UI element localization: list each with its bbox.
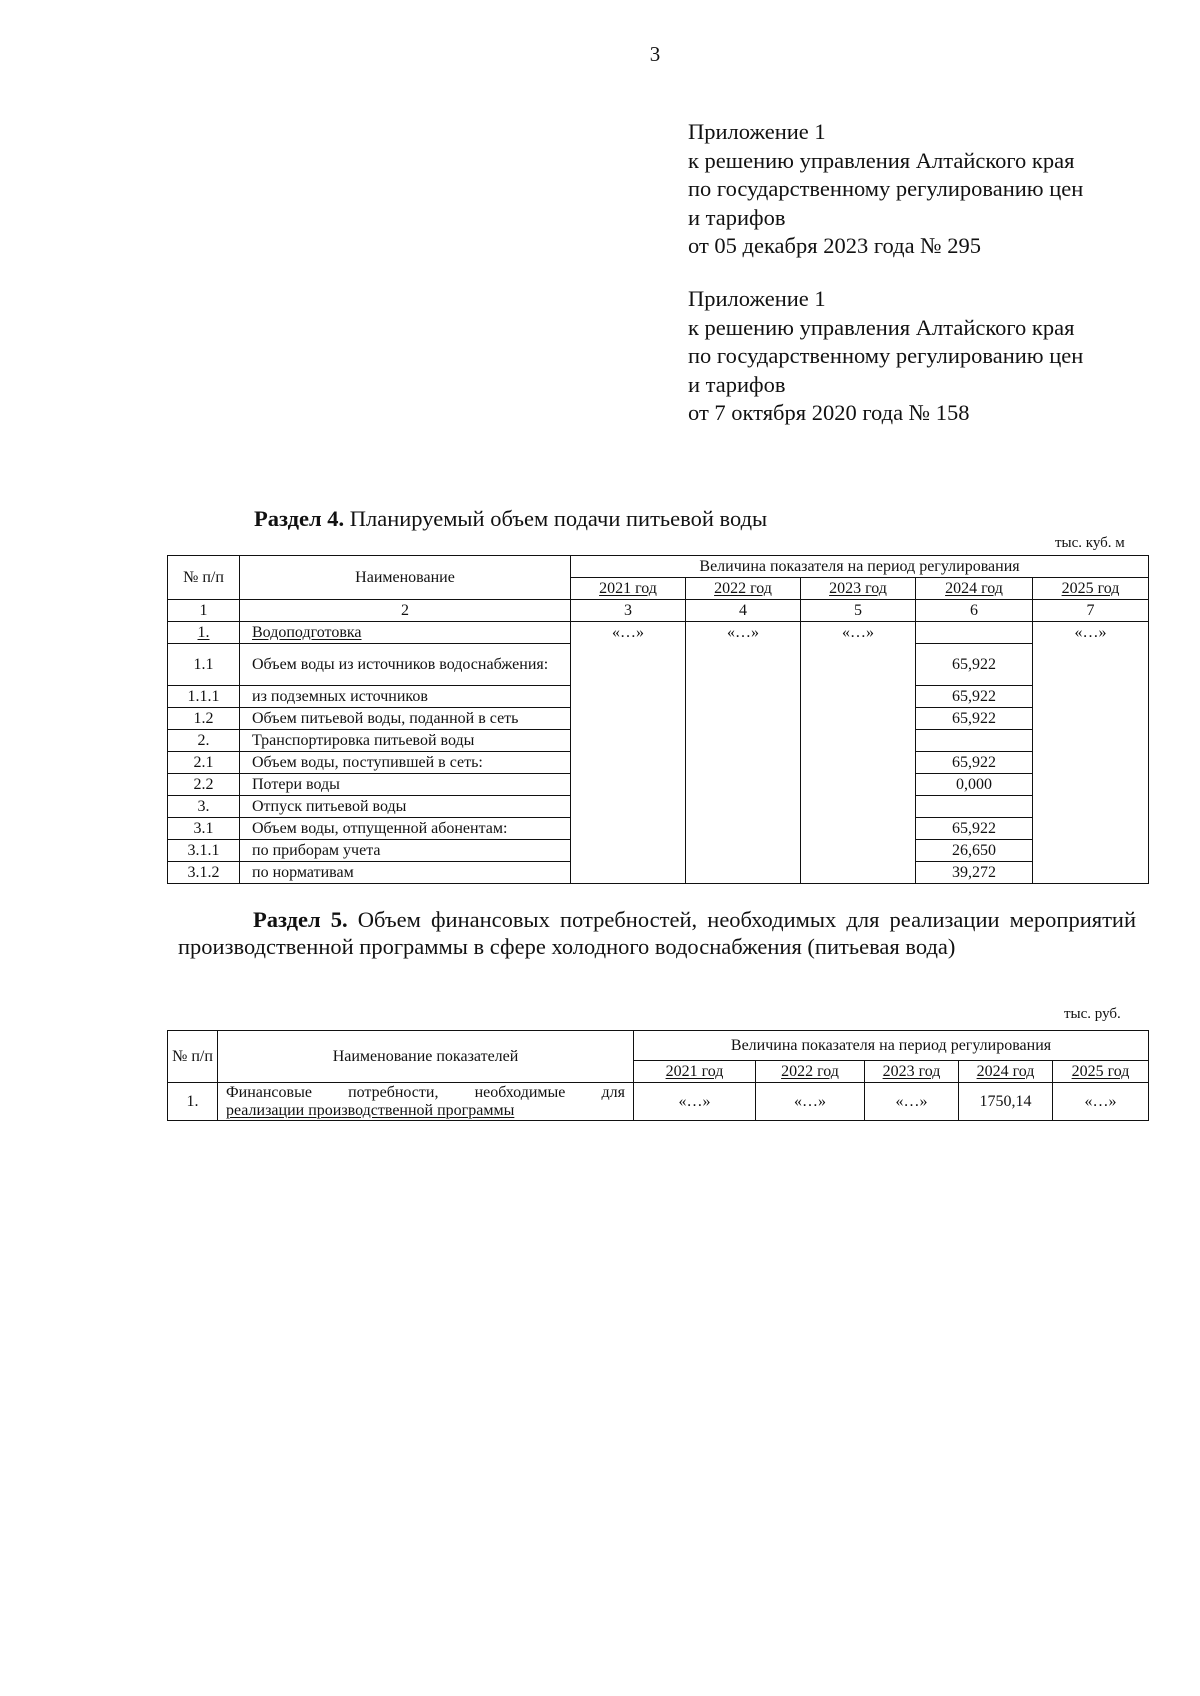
row-num: 2. [168, 730, 240, 752]
col-number: 2 [240, 600, 571, 622]
col-number: 1 [168, 600, 240, 622]
value-2024: 65,922 [916, 686, 1033, 708]
row-num: 2.1 [168, 752, 240, 774]
row-num: 3.1 [168, 818, 240, 840]
value-2024: 26,650 [916, 840, 1033, 862]
appendix-line: по государственному регулированию цен [688, 176, 1084, 201]
row-name-line1: Финансовые потребности, необходимые для [226, 1083, 625, 1101]
section5-title [178, 906, 1136, 960]
row-num: 1. [168, 1083, 218, 1121]
appendix-line: по государственному регулированию цен [688, 343, 1084, 368]
row-name: Водоподготовка [240, 622, 571, 644]
row-num: 1.1 [168, 644, 240, 686]
header-year-2024: 2024 год [916, 578, 1033, 600]
row-name: Объем питьевой воды, поданной в сеть [240, 708, 571, 730]
value-2024 [916, 796, 1033, 818]
section4-title-bold: Раздел 4. [254, 506, 345, 531]
section4-table [167, 555, 1149, 884]
value-2023: «…» [865, 1083, 959, 1121]
col-number: 7 [1033, 600, 1149, 622]
value-2022: «…» [756, 1083, 865, 1121]
header-name: Наименование показателей [218, 1031, 634, 1083]
header-year-2023: 2023 год [801, 578, 916, 600]
row-num: 1.1.1 [168, 686, 240, 708]
header-year-2021: 2021 год [571, 578, 686, 600]
col-number: 6 [916, 600, 1033, 622]
row-name: Объем воды из источников водоснабжения: [240, 644, 571, 686]
appendix-line: к решению управления Алтайского края [688, 147, 1075, 173]
header-name: Наименование [240, 556, 571, 600]
header-year-2025: 2025 год [1033, 578, 1149, 600]
row-name: Транспортировка питьевой воды [240, 730, 571, 752]
row-num: 1. [168, 622, 240, 644]
section5-table [167, 1030, 1149, 1121]
header-value: Величина показателя на период регулирования [634, 1031, 1149, 1061]
row-num: 3.1.1 [168, 840, 240, 862]
value-2022: «…» [686, 622, 801, 884]
value-2023: «…» [801, 622, 916, 884]
table-row [168, 1083, 1149, 1121]
row-name [218, 1083, 634, 1121]
header-num: № п/п [168, 556, 240, 600]
col-number: 3 [571, 600, 686, 622]
appendix-line: Приложение 1 [688, 119, 826, 144]
row-name: Объем воды, поступившей в сеть: [240, 752, 571, 774]
appendix-line: к решению управления Алтайского края [688, 314, 1075, 340]
header-year-2021: 2021 год [634, 1061, 756, 1083]
section5-title-text: Объем финансовых потребностей, необходимых для реализации мероприятий производственной программы в сфере холодного водоснабжения (питьевая вода) [178, 907, 1136, 959]
value-2024: 65,922 [916, 752, 1033, 774]
col-number: 4 [686, 600, 801, 622]
row-num: 1.2 [168, 708, 240, 730]
section4-units: тыс. куб. м [1055, 535, 1125, 551]
header-num: № п/п [168, 1031, 218, 1083]
section5-units: тыс. руб. [1064, 1006, 1121, 1022]
value-2024 [916, 622, 1033, 644]
value-2025: «…» [1053, 1083, 1149, 1121]
appendix-current [688, 118, 1083, 261]
value-2024: 1750,14 [959, 1083, 1053, 1121]
appendix-original [688, 285, 1083, 428]
appendix-line: от 05 декабря 2023 года № 295 [688, 233, 982, 258]
row-name-line2: реализации производственной программы [226, 1101, 515, 1119]
section4-title-text: Планируемый объем подачи питьевой воды [344, 506, 768, 531]
value-2021: «…» [634, 1083, 756, 1121]
row-num: 2.2 [168, 774, 240, 796]
row-name: по нормативам [240, 862, 571, 884]
row-name: Потери воды [240, 774, 571, 796]
page-number: 3 [649, 42, 661, 66]
col-number: 5 [801, 600, 916, 622]
value-2024: 39,272 [916, 862, 1033, 884]
section5-title-bold: Раздел 5. [253, 907, 348, 932]
value-2024: 65,922 [916, 708, 1033, 730]
header-year-2024: 2024 год [959, 1061, 1053, 1083]
appendix-line: и тарифов [688, 204, 786, 230]
value-2024: 0,000 [916, 774, 1033, 796]
value-2021: «…» [571, 622, 686, 884]
table-row [168, 622, 1149, 644]
header-year-2022: 2022 год [686, 578, 801, 600]
section4-title [254, 506, 767, 532]
header-year-2025: 2025 год [1053, 1061, 1149, 1083]
value-2024: 65,922 [916, 818, 1033, 840]
row-name: Объем воды, отпущенной абонентам: [240, 818, 571, 840]
header-year-2022: 2022 год [756, 1061, 865, 1083]
header-year-2023: 2023 год [865, 1061, 959, 1083]
appendix-line: и тарифов [688, 371, 786, 397]
header-value: Величина показателя на период регулирования [571, 556, 1149, 578]
row-name: Отпуск питьевой воды [240, 796, 571, 818]
appendix-line: Приложение 1 [688, 286, 826, 311]
row-num: 3.1.2 [168, 862, 240, 884]
value-2024: 65,922 [916, 644, 1033, 686]
appendix-line: от 7 октября 2020 года № 158 [688, 400, 970, 425]
row-name: из подземных источников [240, 686, 571, 708]
value-2025: «…» [1033, 622, 1149, 884]
row-name: по приборам учета [240, 840, 571, 862]
value-2024 [916, 730, 1033, 752]
row-num: 3. [168, 796, 240, 818]
